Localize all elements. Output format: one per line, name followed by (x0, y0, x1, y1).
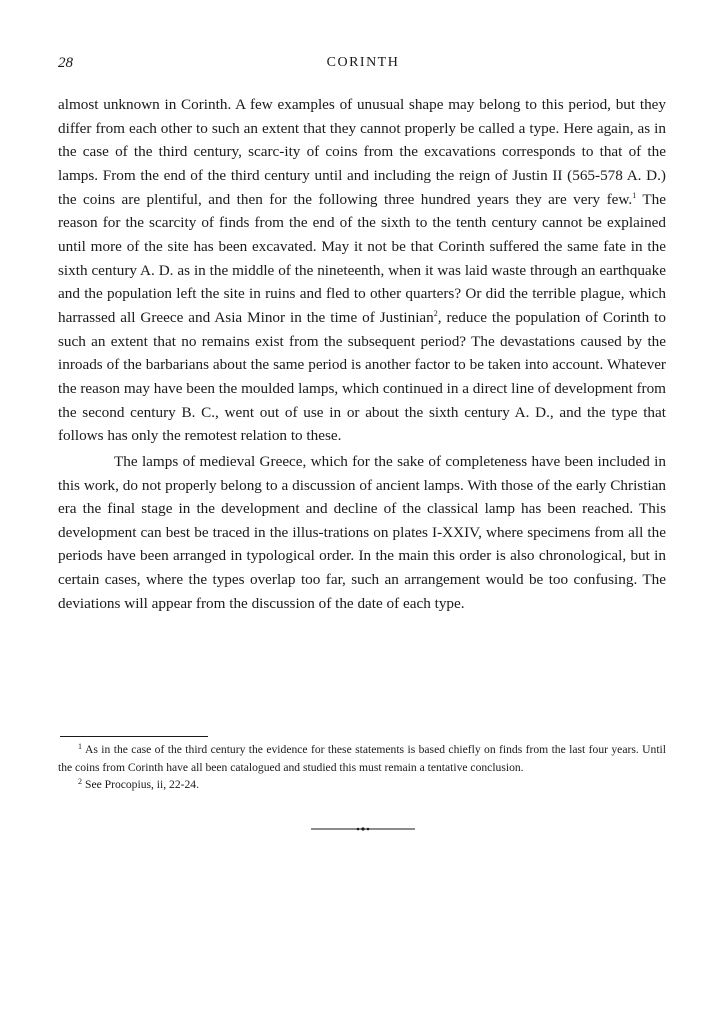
paragraph-1-part-1: almost unknown in Corinth. A few examples of unusual shape may belong to this period, but they differ from each other to such an extent that they cannot properly be called a type. Here again, as in the case of the third century, scarc-ity of coins from the excavations corresponds to that of the lamps. From the end of the third century until and including the reign of Justin II (565-578 A. D.) the coins are plentiful, and then for the following three hundred years they are very few. (58, 96, 666, 208)
page-header (58, 55, 668, 77)
footnote-1 (58, 741, 666, 776)
page-number: 28 (58, 55, 73, 71)
footnote-2-text: See Procopius, ii, 22-24. (85, 778, 199, 791)
footnote-1-marker: 1 (78, 742, 82, 751)
footnote-2-marker: 2 (78, 777, 82, 786)
footnotes (58, 741, 666, 794)
running-head: CORINTH (326, 55, 400, 70)
footnote-ref-1[interactable]: 1 (632, 190, 637, 200)
paragraph-1-part-2: The reason for the scarcity of finds from the end of the sixth to the tenth century cannot be explained until more of the site has been excavated. May it not be that Corinth suffered the same fate in the sixth century A. D. as in the middle of the nineteenth, when it was laid waste through an earthquake and the population left the site in ruins and fled to other quarters? Or did the terrible plague, which harrassed all Greece and Asia Minor in the time of Justinian (58, 190, 666, 326)
paragraph-2: The lamps of medieval Greece, which for the sake of completeness have been included in this work, do not properly belong to a discussion of ancient lamps. With those of the early Christian era the final stage in the development and decline of the classical lamp has been reached. This development can best be traced in the illus-trations on plates I-XXIV, where specimens from all the periods have been arranged in typological order. In the main this order is also chronological, but in certain cases, where the types overlap too far, such an arrangement would be too confusing. The deviations will appear from the discussion of the date of each type. (58, 452, 666, 612)
body-text (58, 93, 666, 615)
footnote-1-text: As in the case of the third century the evidence for these statements is based chiefly on finds from the last four years. Until the coins from Corinth have all been catalogued and studied this must remain a tentative conclusion. (58, 743, 666, 774)
footnote-ref-2[interactable]: 2 (433, 308, 438, 318)
paragraph-1-part-3: , reduce the population of Corinth to such an extent that no remains exist from the subsequent period? The devastations caused by the inroads of the barbarians about the same period is another factor to be taken into account. Whatever the reason may have been the moulded lamps, which continued in a direct line of development from the second century B. C., went out of use in or about the sixth century A. D., and the type that follows has only the remotest relation to these. (58, 308, 666, 445)
paragraph-1 (58, 93, 666, 448)
end-ornament-icon (311, 826, 415, 832)
footnote-2 (58, 776, 666, 794)
footnote-divider (60, 736, 208, 737)
